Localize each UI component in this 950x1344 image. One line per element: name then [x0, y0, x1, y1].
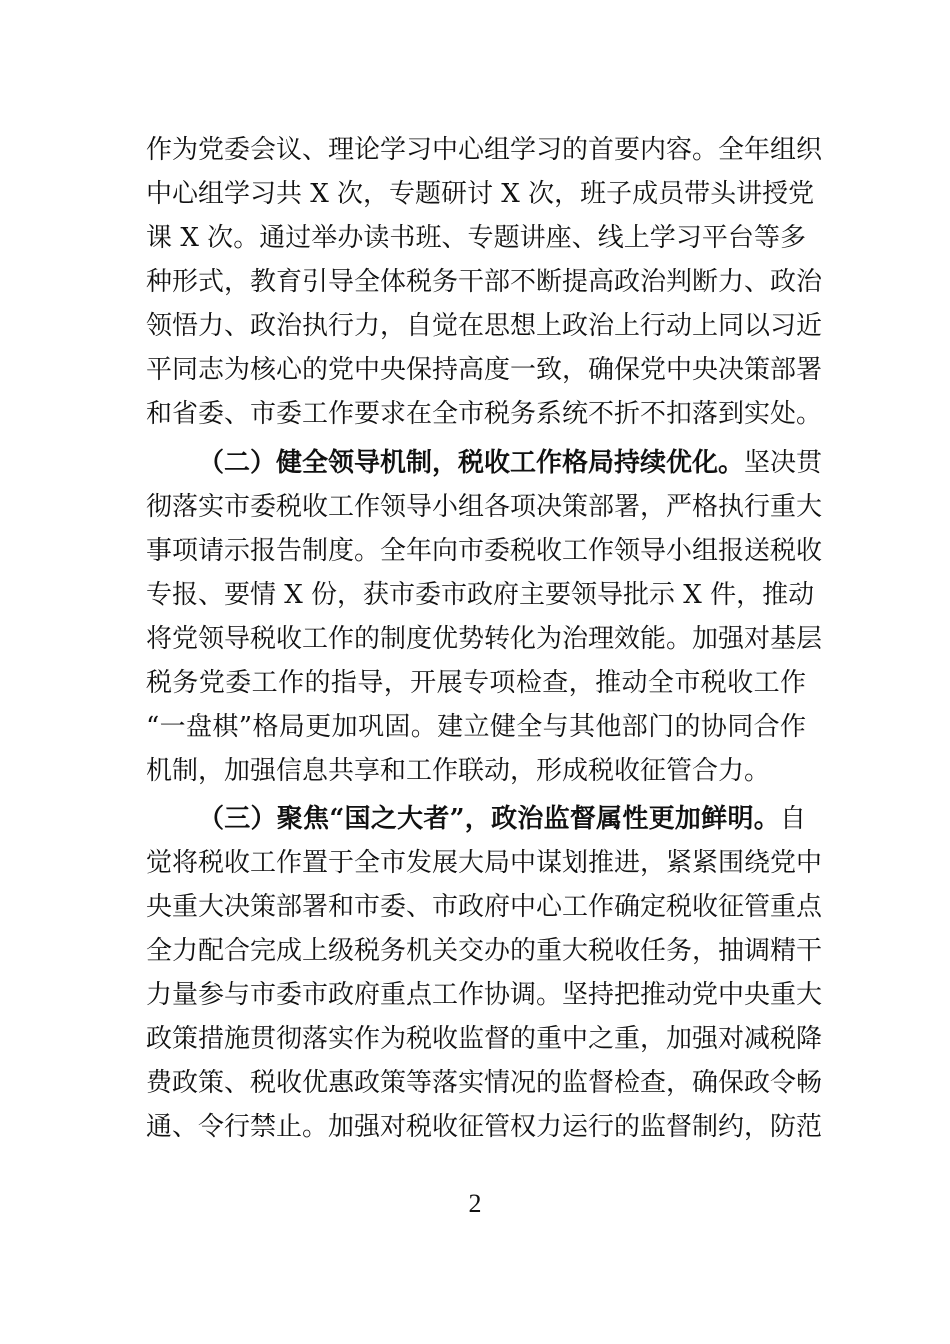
paragraph-line: 通、令行禁止。加强对税收征管权力运行的监督制约，防范 [146, 1112, 823, 1142]
section-heading: （三）聚焦“国之大者”，政治监督属性更加鲜明。 [198, 804, 780, 834]
paragraph-line: “一盘棋”格局更加巩固。建立健全与其他部门的协同合作 [146, 712, 806, 742]
paragraph-line: 领悟力、政治执行力，自觉在思想上政治上行动上同以习近 [146, 311, 823, 341]
paragraph-line: 将党领导税收工作的制度优势转化为治理效能。加强对基层 [146, 624, 823, 654]
paragraph-line: 费政策、税收优惠政策等落实情况的监督检查，确保政令畅 [146, 1068, 823, 1098]
paragraph-line: 政策措施贯彻落实作为税收监督的重中之重，加强对减税降 [146, 1024, 823, 1054]
paragraph-first-line [198, 441, 823, 485]
paragraph-line: 和省委、市委工作要求在全市税务系统不折不扣落到实处。 [146, 399, 823, 429]
paragraph-line: 专报、要情 X 份，获市委市政府主要领导批示 X 件，推动 [146, 580, 815, 610]
paragraph-line: 事项请示报告制度。全年向市委税收工作领导小组报送税收 [146, 536, 823, 566]
paragraph-line: 中心组学习共 X 次，专题研讨 X 次，班子成员带头讲授党 [146, 179, 815, 209]
paragraph-line: 力量参与市委市政府重点工作协调。坚持把推动党中央重大 [146, 980, 823, 1010]
paragraph-line: 机制，加强信息共享和工作联动，形成税收征管合力。 [146, 756, 771, 786]
paragraph-line: 税务党委工作的指导，开展专项检查，推动全市税收工作 [146, 668, 806, 698]
heading-continuation: 自 [779, 804, 806, 834]
paragraph-line: 种形式，教育引导全体税务干部不断提高政治判断力、政治 [146, 267, 823, 297]
paragraph-first-line [198, 797, 806, 841]
paragraph-line: 全力配合完成上级税务机关交办的重大税收任务，抽调精干 [146, 936, 823, 966]
paragraph-line: 央重大决策部署和市委、市政府中心工作确定税收征管重点 [146, 892, 823, 922]
paragraph-line: 课 X 次。通过举办读书班、专题讲座、线上学习平台等多 [146, 223, 806, 253]
heading-continuation: 坚决贯 [744, 448, 823, 478]
page-number: 2 [468, 1189, 482, 1218]
paragraph-line: 觉将税收工作置于全市发展大局中谋划推进，紧紧围绕党中 [146, 848, 823, 878]
section-heading: （二）健全领导机制，税收工作格局持续优化。 [198, 448, 745, 478]
paragraph-line: 作为党委会议、理论学习中心组学习的首要内容。全年组织 [146, 135, 823, 165]
paragraph-line: 平同志为核心的党中央保持高度一致，确保党中央决策部署 [146, 355, 823, 385]
paragraph-line: 彻落实市委税收工作领导小组各项决策部署，严格执行重大 [146, 492, 823, 522]
